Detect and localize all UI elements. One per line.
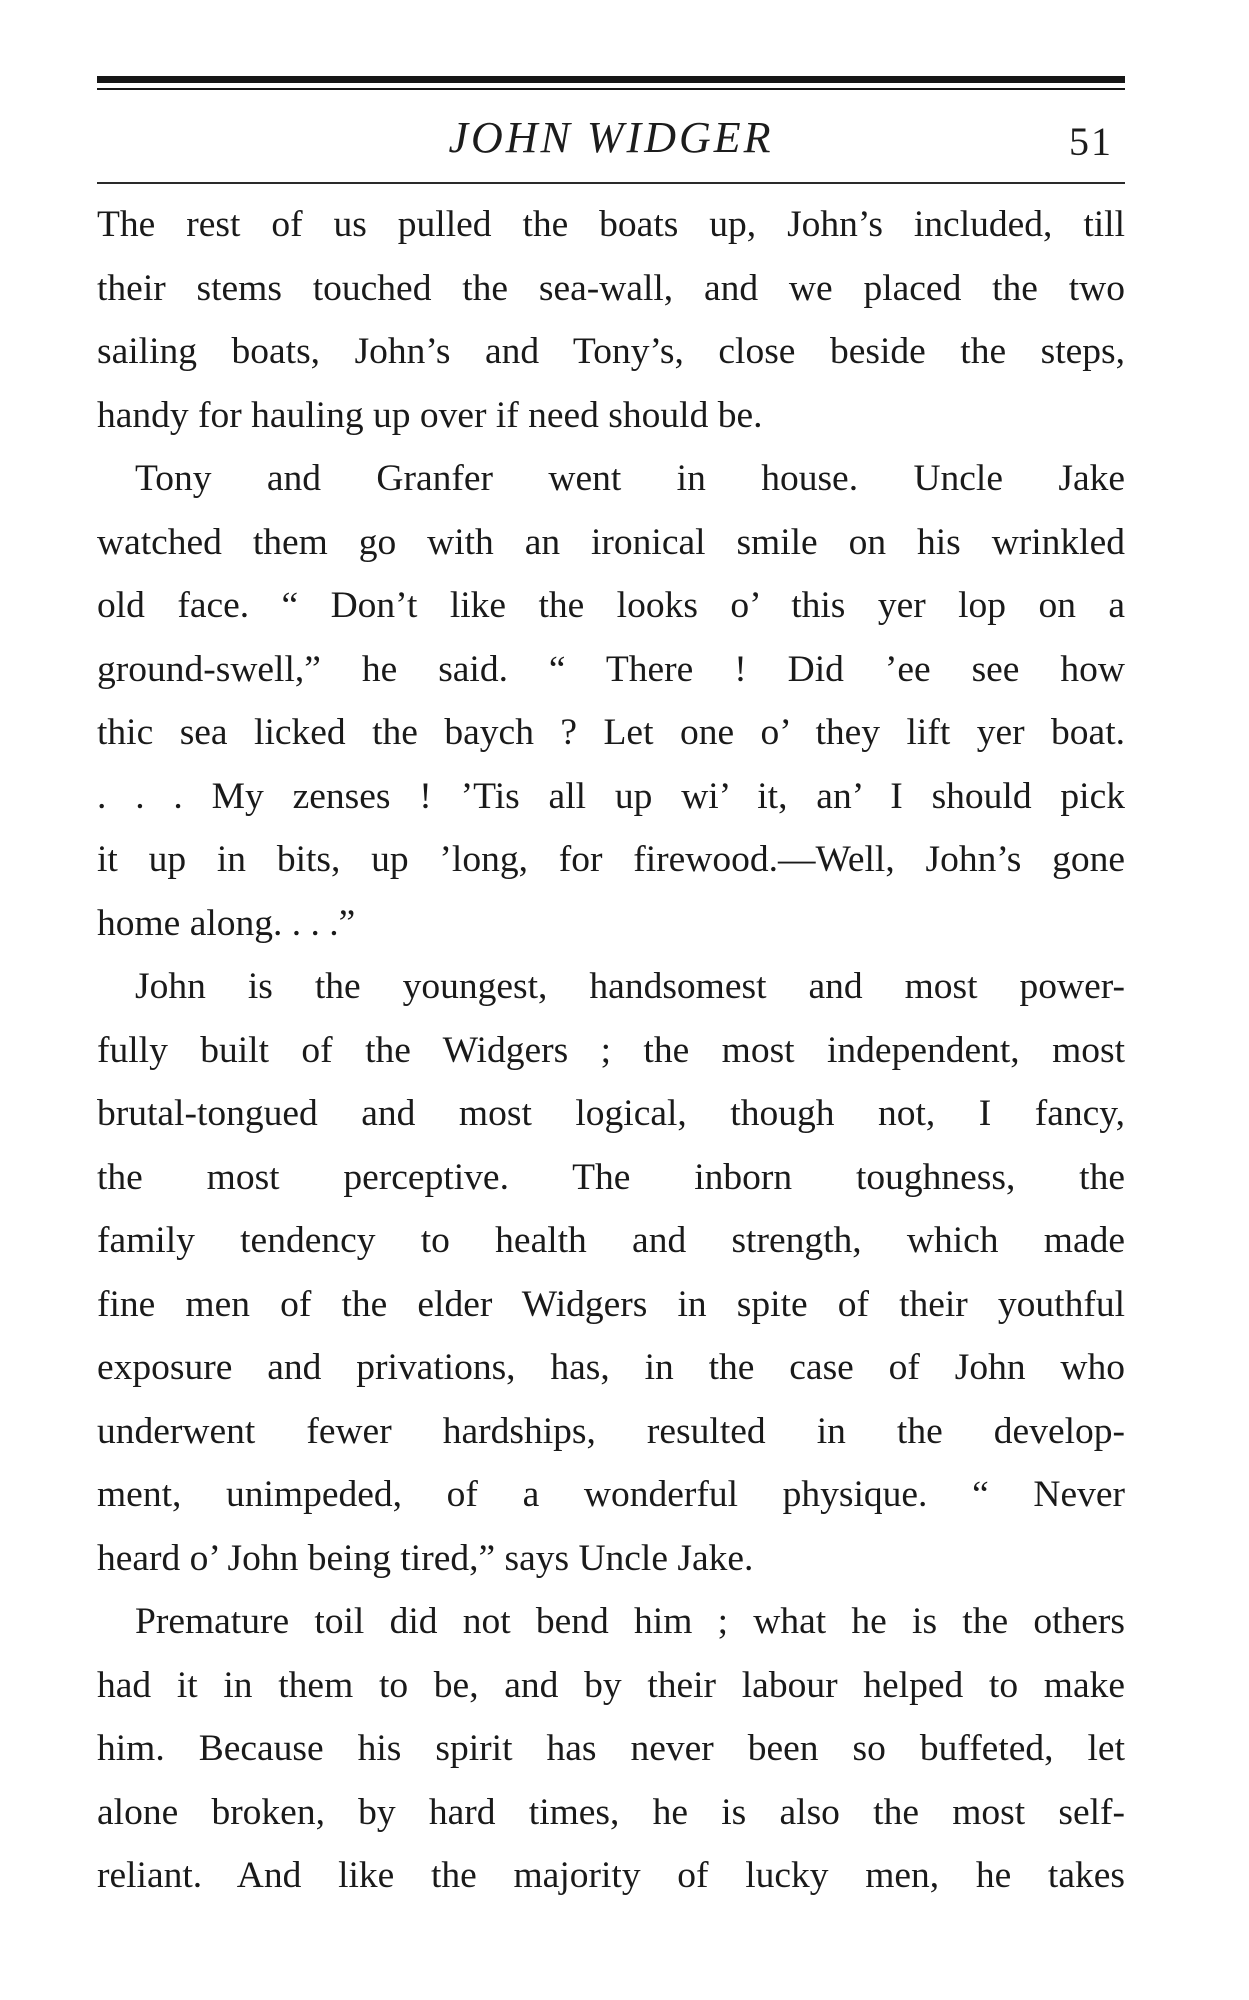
- text-line: ground-swell,” he said. “ There ! Did ’ee see how: [97, 648, 1125, 690]
- body-text: [97, 193, 1125, 1908]
- text-line: watched them go with an ironical smile on his wrinkled: [97, 521, 1125, 563]
- text-line: John is the youngest, handsomest and most power-: [135, 966, 1125, 1007]
- text-line: brutal-tongued and most logical, though not, I fancy,: [97, 1093, 1125, 1134]
- running-header: [97, 106, 1125, 170]
- page-number: 51: [1069, 119, 1113, 164]
- text-line: family tendency to health and strength, which made: [97, 1220, 1125, 1261]
- text-line: fully built of the Widgers ; the most independent, most: [97, 1029, 1125, 1071]
- paragraph: [97, 447, 1125, 955]
- text-line: fine men of the elder Widgers in spite of their youthful: [97, 1283, 1125, 1325]
- header-thick-rule: [97, 76, 1125, 83]
- paragraph: [97, 955, 1125, 1590]
- text-line: . . . My zenses ! ’Tis all up wi’ it, an’ I should pick: [97, 775, 1125, 817]
- page-content: [97, 76, 1125, 1956]
- text-line: handy for hauling up over if need should be.: [97, 394, 763, 436]
- text-line: old face. “ Don’t like the looks o’ this yer lop on a: [97, 585, 1125, 626]
- text-line: Premature toil did not bend him ; what he is the others: [135, 1601, 1125, 1642]
- text-line: exposure and privations, has, in the case of John who: [97, 1347, 1125, 1388]
- text-line: it up in bits, up ’long, for firewood.—Well, John’s gone: [97, 839, 1125, 880]
- text-line: The rest of us pulled the boats up, John’s included, till: [97, 204, 1125, 245]
- text-line: him. Because his spirit has never been so buffeted, let: [97, 1728, 1125, 1769]
- text-line: underwent fewer hardships, resulted in the develop-: [97, 1410, 1125, 1452]
- text-line: their stems touched the sea-wall, and we placed the two: [97, 267, 1125, 309]
- header-thin-rule: [97, 88, 1125, 90]
- paragraph: [97, 193, 1125, 447]
- running-title: JOHN WIDGER: [448, 113, 774, 162]
- text-line: alone broken, by hard times, he is also the most self-: [97, 1791, 1125, 1833]
- text-line: Tony and Granfer went in house. Uncle Jake: [135, 458, 1125, 499]
- text-line: thic sea licked the baych ? Let one o’ they lift yer boat.: [97, 712, 1125, 753]
- text-line: reliant. And like the majority of lucky men, he takes: [97, 1855, 1125, 1896]
- text-line: heard o’ John being tired,” says Uncle Jake.: [97, 1537, 754, 1579]
- text-line: home along. . . .”: [97, 902, 356, 944]
- text-line: sailing boats, John’s and Tony’s, close beside the steps,: [97, 331, 1125, 372]
- text-line: the most perceptive. The inborn toughness, the: [97, 1156, 1125, 1198]
- text-line: had it in them to be, and by their labour helped to make: [97, 1664, 1125, 1706]
- paragraph: [97, 1590, 1125, 1908]
- header-underline-rule: [97, 182, 1125, 184]
- text-line: ment, unimpeded, of a wonderful physique. “ Never: [97, 1474, 1125, 1515]
